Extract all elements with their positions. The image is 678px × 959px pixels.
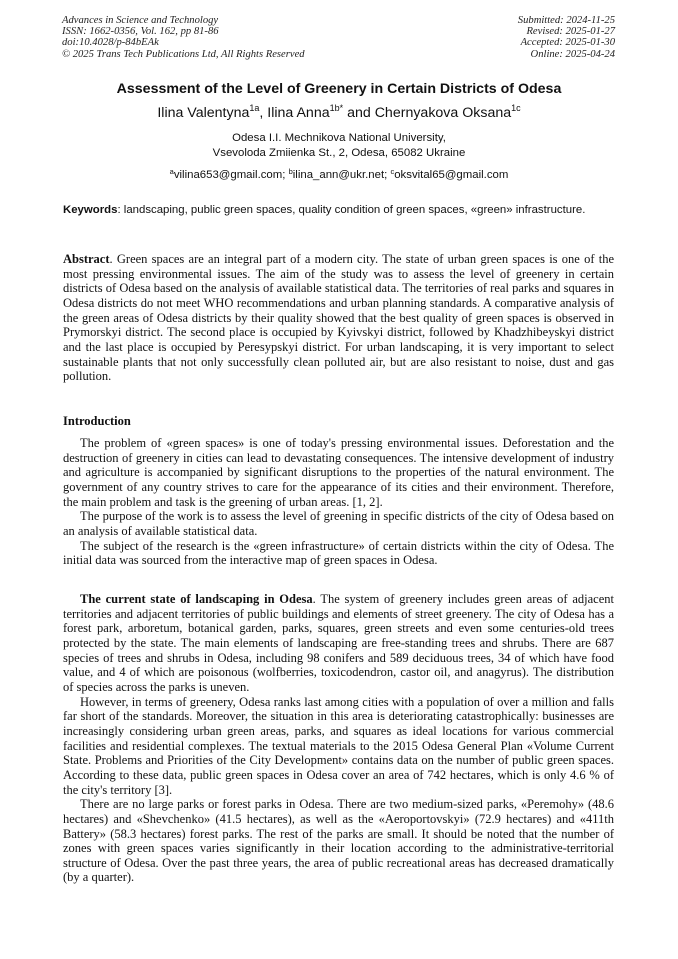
author-affiliation-mark: 1c <box>511 103 521 113</box>
author-separator: , <box>259 105 268 121</box>
keywords-label: Keywords <box>63 204 118 216</box>
section-heading-introduction: Introduction <box>63 414 131 428</box>
paragraph: The purpose of the work is to assess the level of greening in specific districts of the city of Odesa based on an analysis of available statistical data. <box>63 509 614 538</box>
author-name: Ilina Valentyna <box>157 105 250 121</box>
journal-copyright: © 2025 Trans Tech Publications Ltd, All Rights Reserved <box>62 48 305 60</box>
paragraph: The subject of the research is the «green infrastructure» of certain districts within the city of Odesa. The initial data was sourced from the interactive map of green spaces in Odesa. <box>63 538 614 568</box>
email-mark: a <box>169 167 174 176</box>
affiliation-line: Vsevoloda Zmiienka St., 2, Odesa, 65082 Ukraine <box>212 147 466 160</box>
journal-header-left <box>62 15 305 60</box>
paragraph <box>63 592 614 695</box>
author-affiliation-mark: 1a <box>249 103 260 113</box>
keywords-text: : landscaping, public green spaces, quality condition of green spaces, «green» infrastructure. <box>117 204 586 216</box>
email-link[interactable]: ilina_ann@ukr.net; <box>292 169 391 181</box>
email-link[interactable]: oksvital65@gmail.com <box>394 169 509 181</box>
journal-doi: doi:10.4028/p-84bEAk <box>62 37 159 49</box>
paragraph: The problem of «green spaces» is one of today's pressing environmental issues. Deforestation and the destruction of greenery in cities can lead to devastating consequences. The intensive development of industry and agriculture is accompanied by significant disruptions to the properties of the natural environment. The government of any country strives to care for the appearance of its cities and their environment. Therefore, the main problem and task is the greening of urban areas. [1, 2]. <box>63 436 614 509</box>
author-name: Ilina Anna <box>267 105 330 121</box>
landscaping-section <box>63 592 614 885</box>
affiliation <box>40 131 638 162</box>
author-separator: and <box>343 105 375 121</box>
abstract-text: . Green spaces are an integral part of a modern city. The state of urban green spaces is one of the most pressing environmental issues. The aim of the study was to assess the level of greenery in certain districts of Odesa based on the analysis of available statistical data. The territories of real parks and squares in Odesa districts do not meet WHO recommendations and urban planning standards. A comparative analysis of the green areas of Odesa districts by their quality showed that the best quality of green spaces is observed in Prymorskyi district. The second place is occupied by Kyivskyi district, followed by Khadzhibeyskyi district and the last place is occupied by Peresypskyi district. For urban landscaping, it is very important to select sustainable plants that not only successfully clean polluted air, but are also resistant to noise, dust and gas pollution. <box>63 252 614 384</box>
paragraph-text: . The system of greenery includes green areas of adjacent territories and adjacent territories of public buildings and elements of street greenery. The city of Odesa has a forest park, arboretum, botanical garden, parks, squares, green streets and even some centuries-old trees protected by the state. The main elements of landscaping are free-standing trees and shrubs. There are 687 species of trees and shrubs in Odesa, including 98 conifers and 589 deciduous trees, 34 of which have food value, and 4 of which are poisonous (wolfberries, toxicodendron, castor oil, and anagyrus). The distribution of species across the parks is uneven. <box>63 592 614 694</box>
date-submitted: Submitted: 2024-11-25 <box>517 15 615 26</box>
abstract <box>63 252 614 384</box>
keywords <box>63 203 614 217</box>
journal-issn: ISSN: 1662-0356, Vol. 162, pp 81-86 <box>62 26 219 38</box>
abstract-label: Abstract <box>63 252 110 266</box>
affiliation-line: Odesa I.I. Mechnikova National University, <box>232 132 446 144</box>
author-name: Chernyakova Oksana <box>374 105 512 121</box>
author-affiliation-mark: 1b* <box>329 103 344 113</box>
author-emails <box>40 168 638 182</box>
email-link[interactable]: vilina653@gmail.com; <box>173 169 289 181</box>
introduction-body <box>63 436 614 568</box>
paragraph: However, in terms of greenery, Odesa ranks last among cities with a population of over a million and falls far short of the standards. Moreover, the situation in this area is deteriorating catastrophically: businesses are increasingly considering urban green areas, parks, and squares as ideal locations for various commercial facilities and residential complexes. The textual materials to the 2015 Odesa General Plan «Volume Current State. Problems and Priorities of the City Development» contains data on the number of public green spaces. According to these data, public green spaces in Odesa cover an area of 742 hectares, which is only 4.6 % of the city's territory [3]. <box>63 694 614 797</box>
journal-name: Advances in Science and Technology <box>62 15 219 26</box>
run-in-heading: The current state of landscaping in Odesa <box>80 592 313 606</box>
date-revised: Revised: 2025-01-27 <box>526 26 615 38</box>
email-mark: c <box>390 167 395 176</box>
author-list <box>40 105 638 122</box>
paragraph: There are no large parks or forest parks in Odesa. There are two medium-sized parks, «Peremohy» (48.6 hectares) and «Shevchenko» (41.5 hectares), as well as the «Aeroportovskyi» (72.9 hectares) and «411th Battery» (58.3 hectares) forest parks. The rest of the parks are small. It should be noted that the number of zones with green spaces varies significantly in their location according to the administrative-territorial structure of Odesa. Over the past three years, the area of public recreational areas has decreased dramatically (by a quarter). <box>63 797 614 885</box>
paper-title: Assessment of the Level of Greenery in Certain Districts of Odesa <box>116 81 562 97</box>
date-accepted: Accepted: 2025-01-30 <box>520 37 615 49</box>
journal-header-right <box>518 15 615 60</box>
email-mark: b <box>288 167 293 176</box>
date-online: Online: 2025-04-24 <box>530 48 615 60</box>
